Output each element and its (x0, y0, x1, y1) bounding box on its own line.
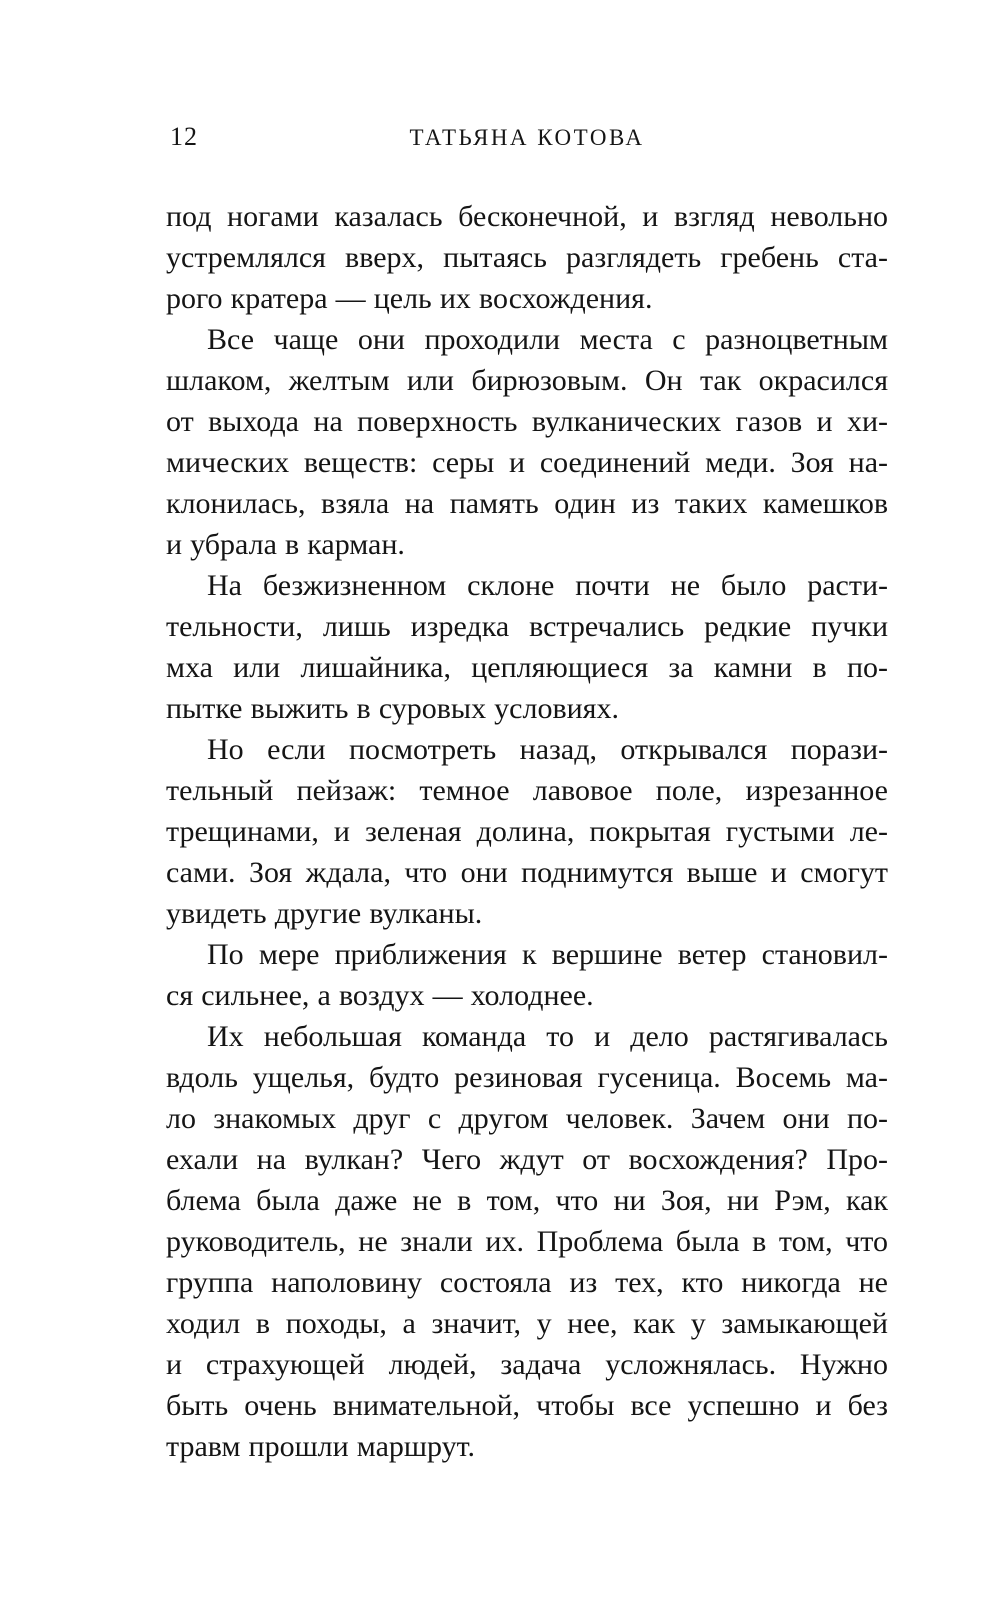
text-line: под ногами казалась бесконечной, и взгляд невольно (166, 200, 888, 233)
text-line: тельности, лишь изредка встречались редкие пучки (166, 610, 888, 643)
text-line: Все чаще они проходили места с разноцветным (207, 323, 888, 356)
text-line: мха или лишайника, цепляющиеся за камни в по- (166, 651, 888, 684)
text-line: блема была даже не в том, что ни Зоя, ни Рэм, как (166, 1184, 888, 1217)
paragraph (166, 565, 888, 729)
text-line: мических веществ: серы и соединений меди. Зоя на- (166, 446, 888, 479)
paragraph (166, 1016, 888, 1467)
text-line: клонилась, взяла на память один из таких камешков (166, 487, 888, 520)
page-header (166, 122, 888, 154)
text-line: По мере приближения к вершине ветер становил- (207, 938, 888, 971)
text-line: На безжизненном склоне почти не было расти- (207, 569, 888, 602)
text-line: ходил в походы, а значит, у нее, как у замыкающей (166, 1307, 888, 1340)
paragraph (166, 934, 888, 1016)
running-title: ТАТЬЯНА КОТОВА (409, 125, 645, 150)
text-line: рого кратера — цель их восхождения. (166, 282, 653, 315)
text-line: ся сильнее, а воздух — холоднее. (166, 979, 594, 1012)
page-number: 12 (170, 122, 198, 151)
text-line: пытке выжить в суровых условиях. (166, 692, 619, 725)
text-line: руководитель, не знали их. Проблема была в том, что (166, 1225, 888, 1258)
paragraph (166, 196, 888, 319)
text-line: шлаком, желтым или бирюзовым. Он так окрасился (166, 364, 888, 397)
text-line: ло знакомых друг с другом человек. Зачем они по- (166, 1102, 888, 1135)
text-line: группа наполовину состояла из тех, кто никогда не (166, 1266, 888, 1299)
text-line: трещинами, и зеленая долина, покрытая густыми ле- (166, 815, 888, 848)
text-line: увидеть другие вулканы. (166, 897, 483, 930)
text-line: от выхода на поверхность вулканических газов и хи- (166, 405, 888, 438)
text-line: быть очень внимательной, чтобы все успешно и без (166, 1389, 888, 1422)
paragraph (166, 729, 888, 934)
text-line: вдоль ущелья, будто резиновая гусеница. Восемь ма- (166, 1061, 888, 1094)
text-line: ехали на вулкан? Чего ждут от восхождения? Про- (166, 1143, 888, 1176)
text-line: сами. Зоя ждала, что они поднимутся выше и смогут (166, 856, 888, 889)
body-text (166, 196, 888, 1467)
text-line: и страхующей людей, задача усложнялась. Нужно (166, 1348, 888, 1381)
text-line: и убрала в карман. (166, 528, 405, 561)
text-line: тельный пейзаж: темное лавовое поле, изрезанное (166, 774, 888, 807)
text-line: травм прошли маршрут. (166, 1430, 475, 1463)
text-line: Но если посмотреть назад, открывался порази- (207, 733, 888, 766)
paragraph (166, 319, 888, 565)
text-line: устремлялся вверх, пытаясь разглядеть гребень ста- (166, 241, 888, 274)
text-line: Их небольшая команда то и дело растягивалась (207, 1020, 888, 1053)
